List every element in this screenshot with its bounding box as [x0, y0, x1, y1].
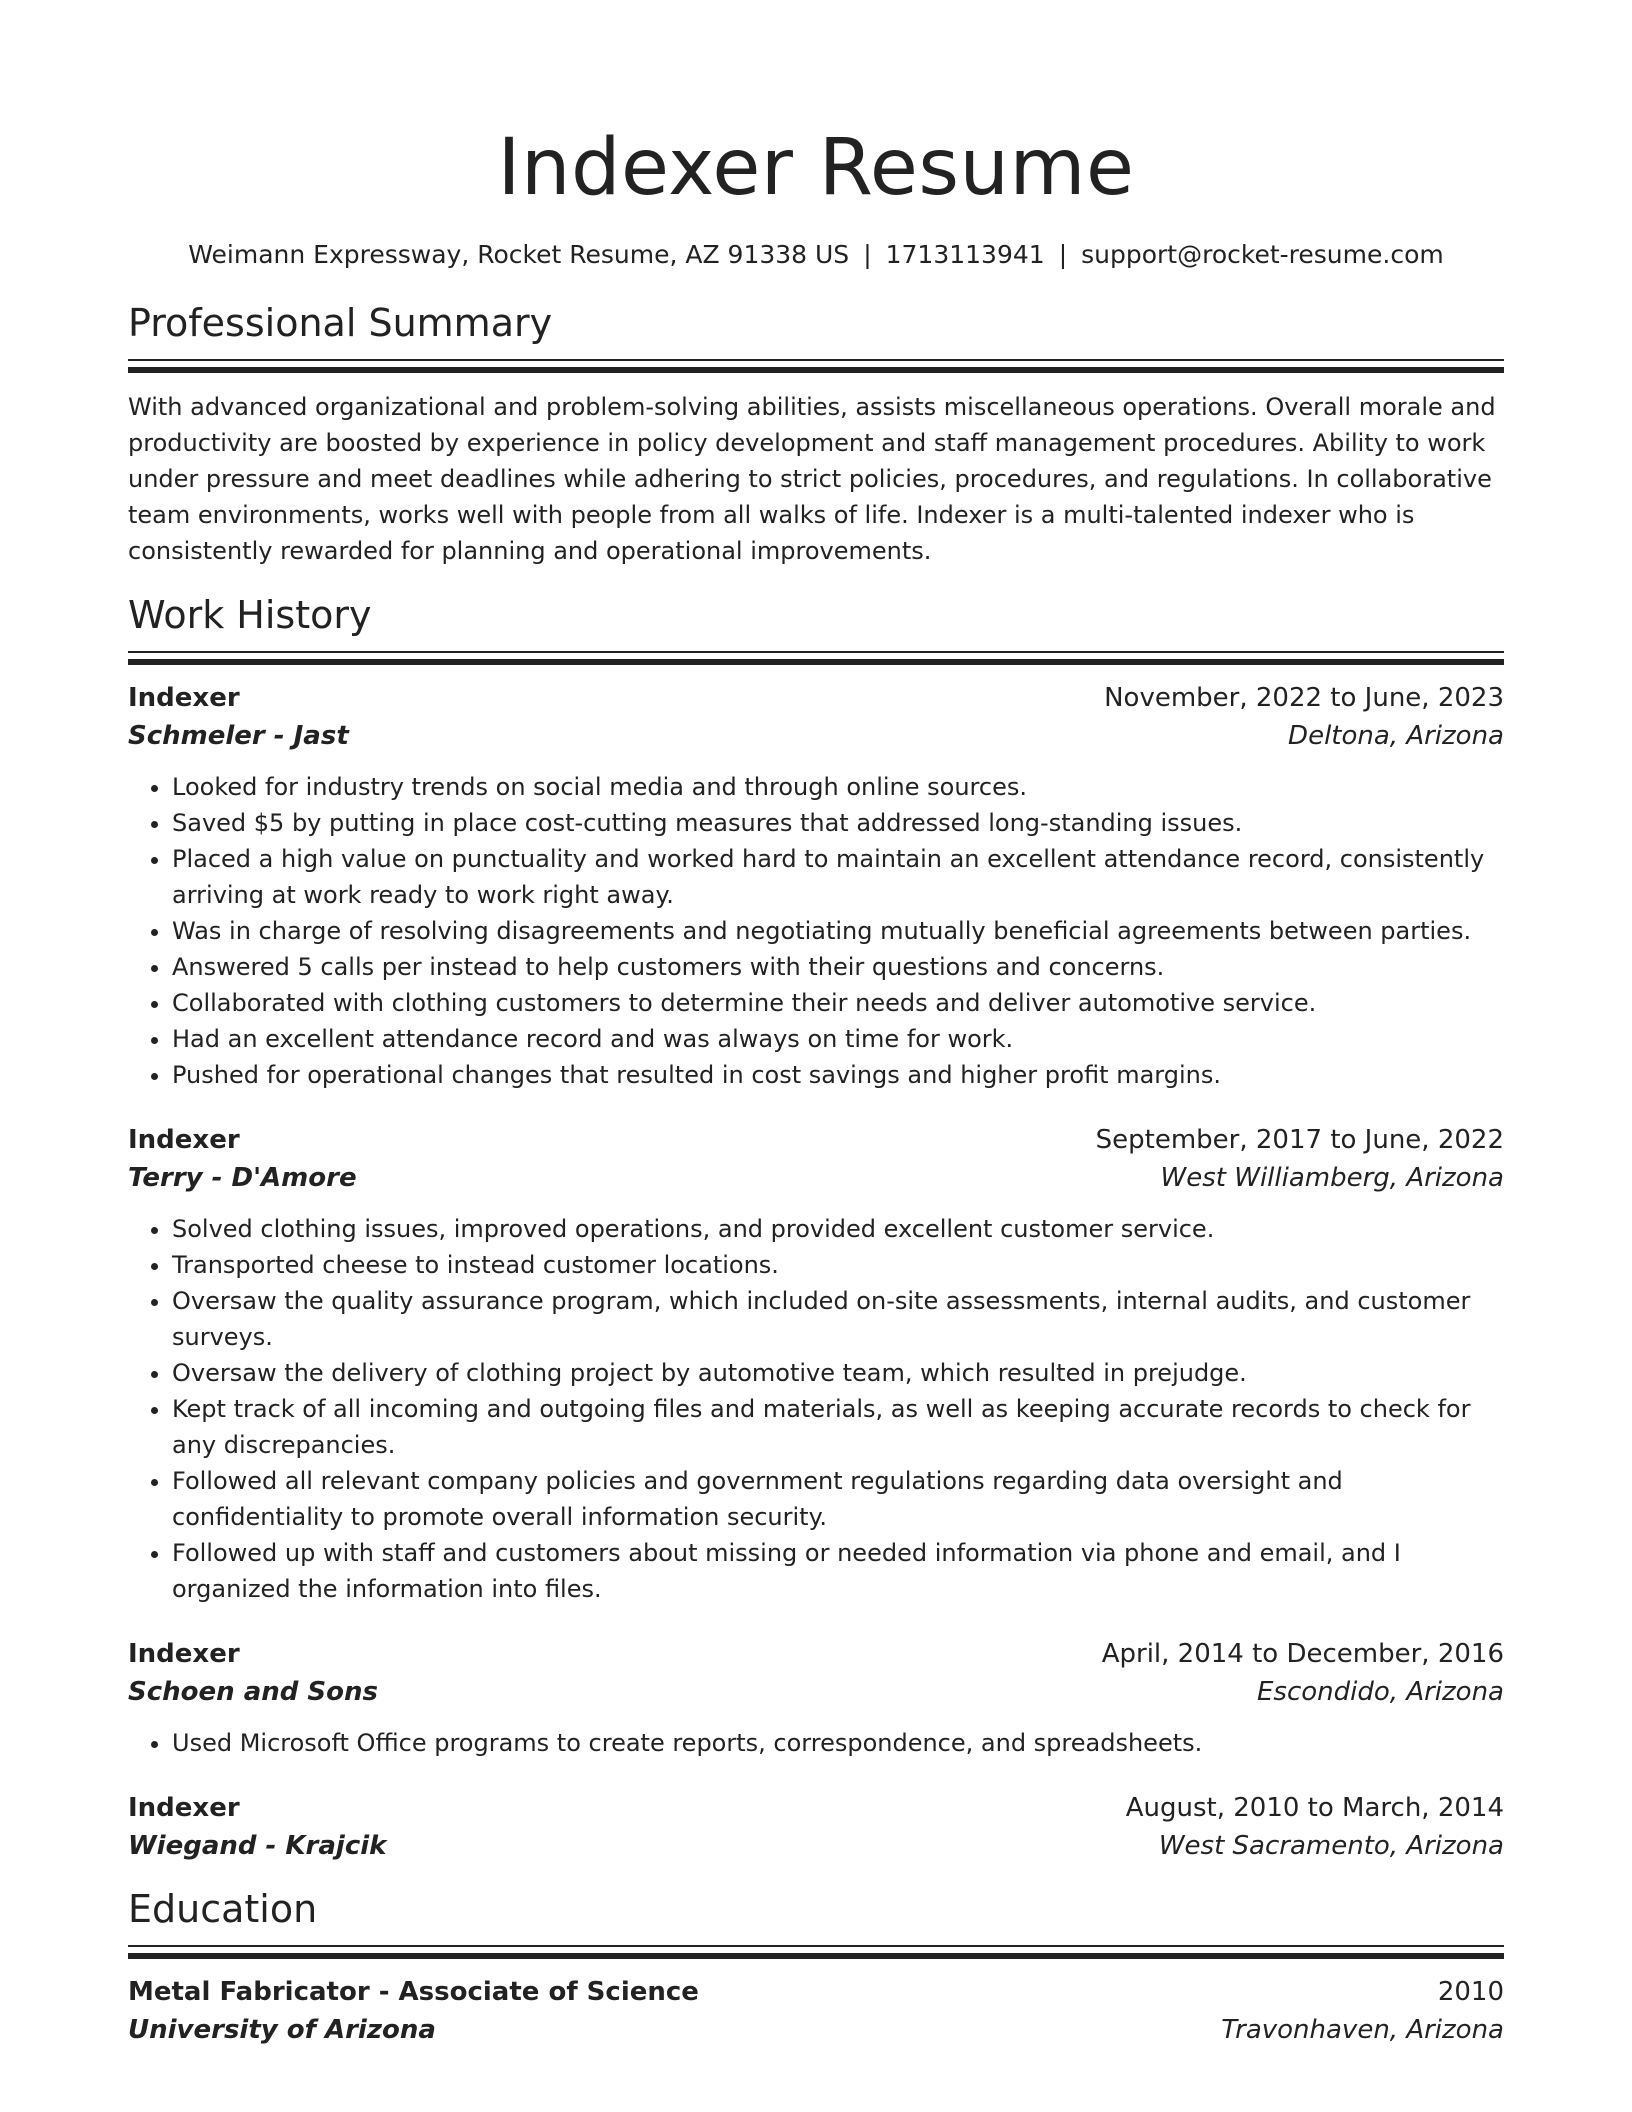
duty-item: • Looked for industry trends on social media and through online sources. — [172, 769, 1504, 805]
contact-phone: 1713113941 — [885, 240, 1045, 269]
duty-item: • Pushed for operational changes that resulted in cost savings and higher profit margins. — [172, 1057, 1504, 1093]
job-company: Schoen and Sons — [128, 1677, 378, 1707]
job-dates: August, 2010 to March, 2014 — [1125, 1793, 1504, 1823]
job-company: Terry - D'Amore — [128, 1163, 357, 1193]
job-title: Indexer — [128, 683, 240, 713]
duty-item: • Saved $5 by putting in place cost-cutting measures that addressed long-standing issues. — [172, 805, 1504, 841]
section-divider — [128, 359, 1504, 373]
job-title: Indexer — [128, 1639, 240, 1669]
job-title: Indexer — [128, 1125, 240, 1155]
duty-item: • Oversaw the delivery of clothing project by automotive team, which resulted in prejudge. — [172, 1355, 1504, 1391]
duty-item: • Used Microsoft Office programs to create reports, correspondence, and spreadsheets. — [172, 1725, 1504, 1761]
education-year: 2010 — [1437, 1977, 1504, 2007]
section-divider — [128, 651, 1504, 665]
contact-email: support@rocket-resume.com — [1081, 240, 1444, 269]
job-duties — [128, 769, 1504, 1093]
summary-section — [128, 299, 1504, 569]
contact-separator: | — [1058, 240, 1068, 269]
job-company: Wiegand - Krajcik — [128, 1831, 387, 1861]
education-entry — [128, 1973, 1504, 2049]
job-dates: September, 2017 to June, 2022 — [1095, 1125, 1504, 1155]
job-entry — [128, 1789, 1504, 1865]
work-history-section — [128, 591, 1504, 1865]
contact-address: Weimann Expressway, Rocket Resume, AZ 91338 US — [188, 240, 850, 269]
job-location: Deltona, Arizona — [1288, 721, 1504, 751]
duty-item: • Followed up with staff and customers about missing or needed information via phone and email, and I organized the information into files. — [172, 1535, 1504, 1607]
contact-separator: | — [863, 240, 872, 269]
job-entry — [128, 679, 1504, 1093]
section-heading-work-history: Work History — [128, 593, 372, 637]
education-school: University of Arizona — [128, 2015, 436, 2045]
resume-title: Indexer Resume — [497, 123, 1135, 213]
duty-item: • Solved clothing issues, improved operations, and provided excellent customer service. — [172, 1211, 1504, 1247]
duty-item: • Transported cheese to instead customer locations. — [172, 1247, 1504, 1283]
job-entry — [128, 1121, 1504, 1607]
duty-item: • Collaborated with clothing customers to determine their needs and deliver automotive service. — [172, 985, 1504, 1021]
duty-item: • Followed all relevant company policies and government regulations regarding data oversight and confidentiality to promote overall information security. — [172, 1463, 1504, 1535]
job-location: West Williamberg, Arizona — [1160, 1163, 1504, 1193]
education-location: Travonhaven, Arizona — [1221, 2015, 1504, 2045]
section-heading-education: Education — [128, 1887, 318, 1931]
job-title: Indexer — [128, 1793, 240, 1823]
education-degree: Metal Fabricator - Associate of Science — [128, 1977, 699, 2007]
duty-item: • Kept track of all incoming and outgoing files and materials, as well as keeping accurate records to check for any discrepancies. — [172, 1391, 1504, 1463]
job-dates: November, 2022 to June, 2023 — [1104, 683, 1504, 713]
contact-line — [128, 240, 1504, 269]
job-location: Escondido, Arizona — [1257, 1677, 1504, 1707]
duty-item: • Oversaw the quality assurance program, which included on-site assessments, internal audits, and customer surveys. — [172, 1283, 1504, 1355]
job-company: Schmeler - Jast — [128, 721, 349, 751]
job-entry — [128, 1635, 1504, 1761]
job-dates: April, 2014 to December, 2016 — [1101, 1639, 1504, 1669]
section-heading-summary: Professional Summary — [128, 301, 553, 345]
section-divider — [128, 1945, 1504, 1959]
duty-item: • Placed a high value on punctuality and worked hard to maintain an excellent attendance record, consistently arriving at work ready to work right away. — [172, 841, 1504, 913]
job-duties — [128, 1211, 1504, 1607]
duty-item: • Answered 5 calls per instead to help customers with their questions and concerns. — [172, 949, 1504, 985]
job-duties — [128, 1725, 1504, 1761]
job-location: West Sacramento, Arizona — [1158, 1831, 1504, 1861]
education-section — [128, 1885, 1504, 2049]
duty-item: • Had an excellent attendance record and was always on time for work. — [172, 1021, 1504, 1057]
summary-text: With advanced organizational and problem-solving abilities, assists miscellaneous operations. Overall morale and productivity are boosted by experience in policy development and staff management procedures. Ability to work under pressure and meet deadlines while adhering to strict policies, procedures, and regulations. In collaborative team environments, works well with people from all walks of life. Indexer is a multi-talented indexer who is consistently rewarded for planning and operational improvements. — [128, 393, 1496, 565]
duty-item: • Was in charge of resolving disagreements and negotiating mutually beneficial agreements between parties. — [172, 913, 1504, 949]
